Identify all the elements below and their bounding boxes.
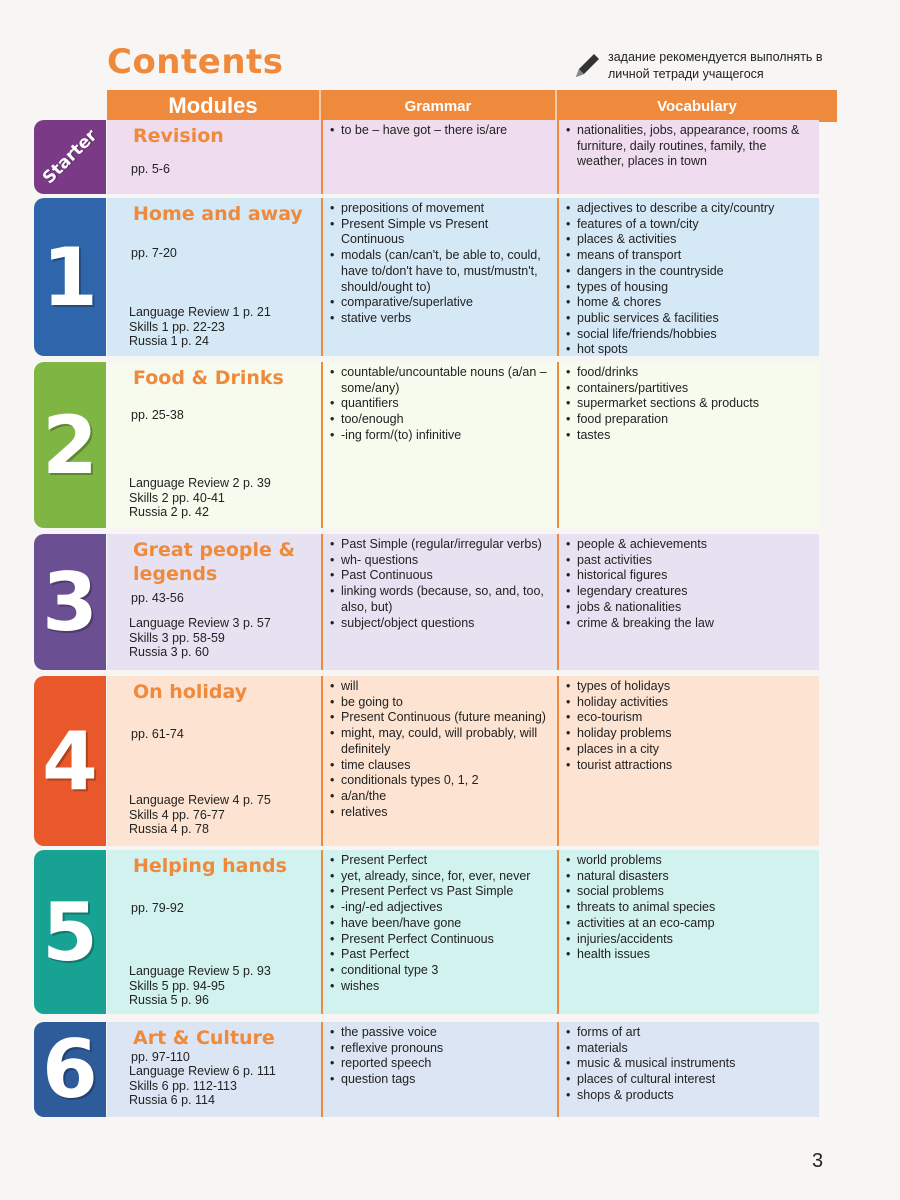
- vocabulary-item: • types of holidays: [565, 679, 815, 695]
- vocabulary-item: • historical figures: [565, 568, 815, 584]
- grammar-item: • wishes: [329, 979, 553, 995]
- grammar-cell: [321, 676, 557, 846]
- vocabulary-item: • food preparation: [565, 412, 815, 428]
- module-review-list: [129, 793, 271, 837]
- module-pages: pp. 25-38: [131, 408, 184, 422]
- review-item: Russia 6 p. 114: [129, 1093, 215, 1107]
- grammar-item: • Past Perfect: [329, 947, 553, 963]
- module-tab-label: 6: [42, 1023, 98, 1116]
- grammar-item: • quantifiers: [329, 396, 553, 412]
- module-tab: [34, 676, 106, 846]
- vocabulary-cell: [557, 120, 819, 194]
- grammar-list: [329, 365, 553, 444]
- vocabulary-cell: [557, 534, 819, 670]
- grammar-cell: [321, 1022, 557, 1117]
- grammar-item: • linking words (because, so, and, too, also, but): [329, 584, 553, 615]
- vocabulary-item: • holiday problems: [565, 726, 815, 742]
- vocabulary-cell: [557, 850, 819, 1014]
- module-cell: [107, 1022, 321, 1117]
- review-item: Russia 2 p. 42: [129, 505, 209, 519]
- vocabulary-list: [565, 1025, 815, 1104]
- vocabulary-cell: [557, 198, 819, 356]
- vocabulary-list: [565, 365, 815, 444]
- grammar-item: • too/enough: [329, 412, 553, 428]
- grammar-item: • reported speech: [329, 1056, 553, 1072]
- vocabulary-item: • places of cultural interest: [565, 1072, 815, 1088]
- module-row: [107, 850, 819, 1014]
- vocabulary-item: • means of transport: [565, 248, 815, 264]
- vocabulary-item: • people & achievements: [565, 537, 815, 553]
- grammar-cell: [321, 850, 557, 1014]
- grammar-item: • the passive voice: [329, 1025, 553, 1041]
- review-item: Skills 3 pp. 58-59: [129, 630, 225, 645]
- module-row: [107, 198, 819, 356]
- table-header: [107, 90, 837, 122]
- grammar-item: • modals (can/can't, be able to, could, have to/don't have to, must/mustn't, should/ought to): [329, 248, 553, 295]
- module-title: Helping hands: [133, 855, 287, 877]
- grammar-item: • countable/uncountable nouns (a/an – some/any): [329, 365, 553, 396]
- vocabulary-item: • past activities: [565, 553, 815, 569]
- vocabulary-item: • social life/friends/hobbies: [565, 327, 815, 343]
- vocabulary-item: • nationalities, jobs, appearance, rooms & furniture, daily routines, family, the weather, places in town: [565, 123, 815, 170]
- module-review-list: [129, 476, 271, 520]
- grammar-item: • relatives: [329, 805, 553, 821]
- module-review-list: [129, 964, 271, 1008]
- module-pages: pp. 97-110: [131, 1050, 190, 1064]
- vocabulary-item: • injuries/accidents: [565, 932, 815, 948]
- module-tab-label: 3: [42, 555, 98, 649]
- module-title: Food & Drinks: [133, 367, 284, 389]
- grammar-item: • will: [329, 679, 553, 695]
- review-item: Language Review 6 p. 111: [129, 1064, 276, 1078]
- vocabulary-item: • places & activities: [565, 232, 815, 248]
- note-text: задание рекомендуется выполнять в личной тетради учащегося: [608, 50, 823, 81]
- module-row: [107, 1022, 819, 1117]
- vocabulary-cell: [557, 676, 819, 846]
- vocabulary-item: • holiday activities: [565, 695, 815, 711]
- grammar-cell: [321, 198, 557, 356]
- page-title: Contents: [107, 42, 284, 82]
- vocabulary-item: • food/drinks: [565, 365, 815, 381]
- vocabulary-item: • containers/partitives: [565, 381, 815, 397]
- module-tab: [34, 1022, 106, 1117]
- vocabulary-item: • supermarket sections & products: [565, 396, 815, 412]
- grammar-item: • time clauses: [329, 758, 553, 774]
- module-title: Revision: [133, 125, 224, 147]
- module-title: Home and away: [133, 203, 303, 225]
- vocabulary-cell: [557, 362, 819, 528]
- vocabulary-item: • health issues: [565, 947, 815, 963]
- module-pages: pp. 5-6: [131, 162, 170, 176]
- grammar-cell: [321, 120, 557, 194]
- module-pages: pp. 43-56: [131, 591, 184, 605]
- grammar-item: • be going to: [329, 695, 553, 711]
- vocabulary-item: • tastes: [565, 428, 815, 444]
- vocabulary-item: • public services & facilities: [565, 311, 815, 327]
- vocabulary-item: • jobs & nationalities: [565, 600, 815, 616]
- vocabulary-item: • forms of art: [565, 1025, 815, 1041]
- module-tab-label: 4: [42, 714, 98, 808]
- grammar-list: [329, 853, 553, 994]
- grammar-item: • a/an/the: [329, 789, 553, 805]
- grammar-cell: [321, 534, 557, 670]
- page-number: 3: [812, 1150, 824, 1172]
- review-item: Language Review 3 p. 57: [129, 616, 271, 630]
- module-tab: [34, 362, 106, 528]
- grammar-item: • comparative/superlative: [329, 295, 553, 311]
- vocabulary-item: • activities at an eco-camp: [565, 916, 815, 932]
- grammar-item: • Past Simple (regular/irregular verbs): [329, 537, 553, 553]
- header-modules: Modules: [107, 90, 321, 122]
- review-item: Skills 4 pp. 76-77: [129, 807, 225, 822]
- module-row: [107, 534, 819, 670]
- header-grammar: Grammar: [321, 90, 557, 122]
- module-pages: pp. 7-20: [131, 246, 177, 260]
- module-cell: [107, 534, 321, 670]
- review-item: Language Review 2 p. 39: [129, 476, 271, 490]
- module-pages: pp. 61-74: [131, 727, 184, 741]
- review-item: Skills 1 pp. 22-23: [129, 319, 225, 334]
- pen-icon: [572, 51, 602, 81]
- vocabulary-item: • places in a city: [565, 742, 815, 758]
- vocabulary-item: • music & musical instruments: [565, 1056, 815, 1072]
- module-row: [107, 676, 819, 846]
- grammar-item: • question tags: [329, 1072, 553, 1088]
- module-tab-label: 5: [42, 885, 98, 979]
- grammar-item: • to be – have got – there is/are: [329, 123, 553, 139]
- module-pages: pp. 79-92: [131, 901, 184, 915]
- grammar-item: • might, may, could, will probably, will definitely: [329, 726, 553, 757]
- vocabulary-list: [565, 123, 815, 170]
- review-item: Russia 1 p. 24: [129, 334, 209, 348]
- vocabulary-item: • home & chores: [565, 295, 815, 311]
- module-tab: [34, 850, 106, 1014]
- vocabulary-item: • adjectives to describe a city/country: [565, 201, 815, 217]
- vocabulary-item: • hot spots: [565, 342, 815, 358]
- review-item: Skills 5 pp. 94-95: [129, 978, 225, 993]
- module-cell: [107, 120, 321, 194]
- vocabulary-item: • eco-tourism: [565, 710, 815, 726]
- grammar-item: • subject/object questions: [329, 616, 553, 632]
- grammar-item: • -ing/-ed adjectives: [329, 900, 553, 916]
- module-row: [107, 362, 819, 528]
- review-item: Russia 5 p. 96: [129, 993, 209, 1007]
- module-review-list: [129, 305, 271, 349]
- grammar-item: • reflexive pronouns: [329, 1041, 553, 1057]
- vocabulary-item: • tourist attractions: [565, 758, 815, 774]
- grammar-item: • stative verbs: [329, 311, 553, 327]
- grammar-item: • -ing form/(to) infinitive: [329, 428, 553, 444]
- module-review-list: [129, 1064, 276, 1108]
- vocabulary-item: • social problems: [565, 884, 815, 900]
- vocabulary-item: • shops & products: [565, 1088, 815, 1104]
- module-tab: [34, 534, 106, 670]
- header-vocabulary: Vocabulary: [557, 90, 837, 122]
- module-tab: [34, 198, 106, 356]
- review-item: Language Review 4 p. 75: [129, 793, 271, 807]
- grammar-list: [329, 1025, 553, 1088]
- vocabulary-item: • legendary creatures: [565, 584, 815, 600]
- vocabulary-list: [565, 679, 815, 773]
- module-cell: [107, 198, 321, 356]
- grammar-item: • Past Continuous: [329, 568, 553, 584]
- vocabulary-item: • materials: [565, 1041, 815, 1057]
- module-tab-label: 1: [42, 230, 98, 324]
- module-tab-label: Starter: [38, 125, 102, 189]
- review-item: Russia 4 p. 78: [129, 822, 209, 836]
- module-title: Art & Culture: [133, 1027, 275, 1049]
- vocabulary-item: • features of a town/city: [565, 217, 815, 233]
- module-title: On holiday: [133, 681, 248, 703]
- grammar-list: [329, 537, 553, 631]
- grammar-item: • wh- questions: [329, 553, 553, 569]
- module-tab: [34, 120, 106, 194]
- grammar-item: • prepositions of movement: [329, 201, 553, 217]
- grammar-item: • conditionals types 0, 1, 2: [329, 773, 553, 789]
- grammar-item: • Present Perfect vs Past Simple: [329, 884, 553, 900]
- module-tab-label: 2: [42, 398, 98, 492]
- module-cell: [107, 676, 321, 846]
- grammar-list: [329, 201, 553, 327]
- module-review-list: [129, 616, 271, 660]
- vocabulary-item: • dangers in the countryside: [565, 264, 815, 280]
- module-cell: [107, 850, 321, 1014]
- module-row: [107, 120, 819, 194]
- module-title: Great people & legends: [133, 539, 296, 585]
- vocabulary-cell: [557, 1022, 819, 1117]
- grammar-item: • have been/have gone: [329, 916, 553, 932]
- vocabulary-item: • natural disasters: [565, 869, 815, 885]
- grammar-item: • Present Continuous (future meaning): [329, 710, 553, 726]
- grammar-list: [329, 123, 553, 139]
- vocabulary-list: [565, 853, 815, 963]
- grammar-item: • Present Perfect Continuous: [329, 932, 553, 948]
- review-item: Language Review 1 p. 21: [129, 305, 271, 319]
- vocabulary-list: [565, 537, 815, 631]
- grammar-cell: [321, 362, 557, 528]
- review-item: Russia 3 p. 60: [129, 645, 209, 659]
- review-item: Skills 2 pp. 40-41: [129, 490, 225, 505]
- grammar-item: • Present Perfect: [329, 853, 553, 869]
- vocabulary-item: • threats to animal species: [565, 900, 815, 916]
- grammar-item: • yet, already, since, for, ever, never: [329, 869, 553, 885]
- module-cell: [107, 362, 321, 528]
- vocabulary-list: [565, 201, 815, 358]
- vocabulary-item: • crime & breaking the law: [565, 616, 815, 632]
- vocabulary-item: • types of housing: [565, 280, 815, 296]
- vocabulary-item: • world problems: [565, 853, 815, 869]
- review-item: Language Review 5 p. 93: [129, 964, 271, 978]
- grammar-item: • Present Simple vs Present Continuous: [329, 217, 553, 248]
- grammar-item: • conditional type 3: [329, 963, 553, 979]
- review-item: Skills 6 pp. 112-113: [129, 1078, 237, 1093]
- grammar-list: [329, 679, 553, 820]
